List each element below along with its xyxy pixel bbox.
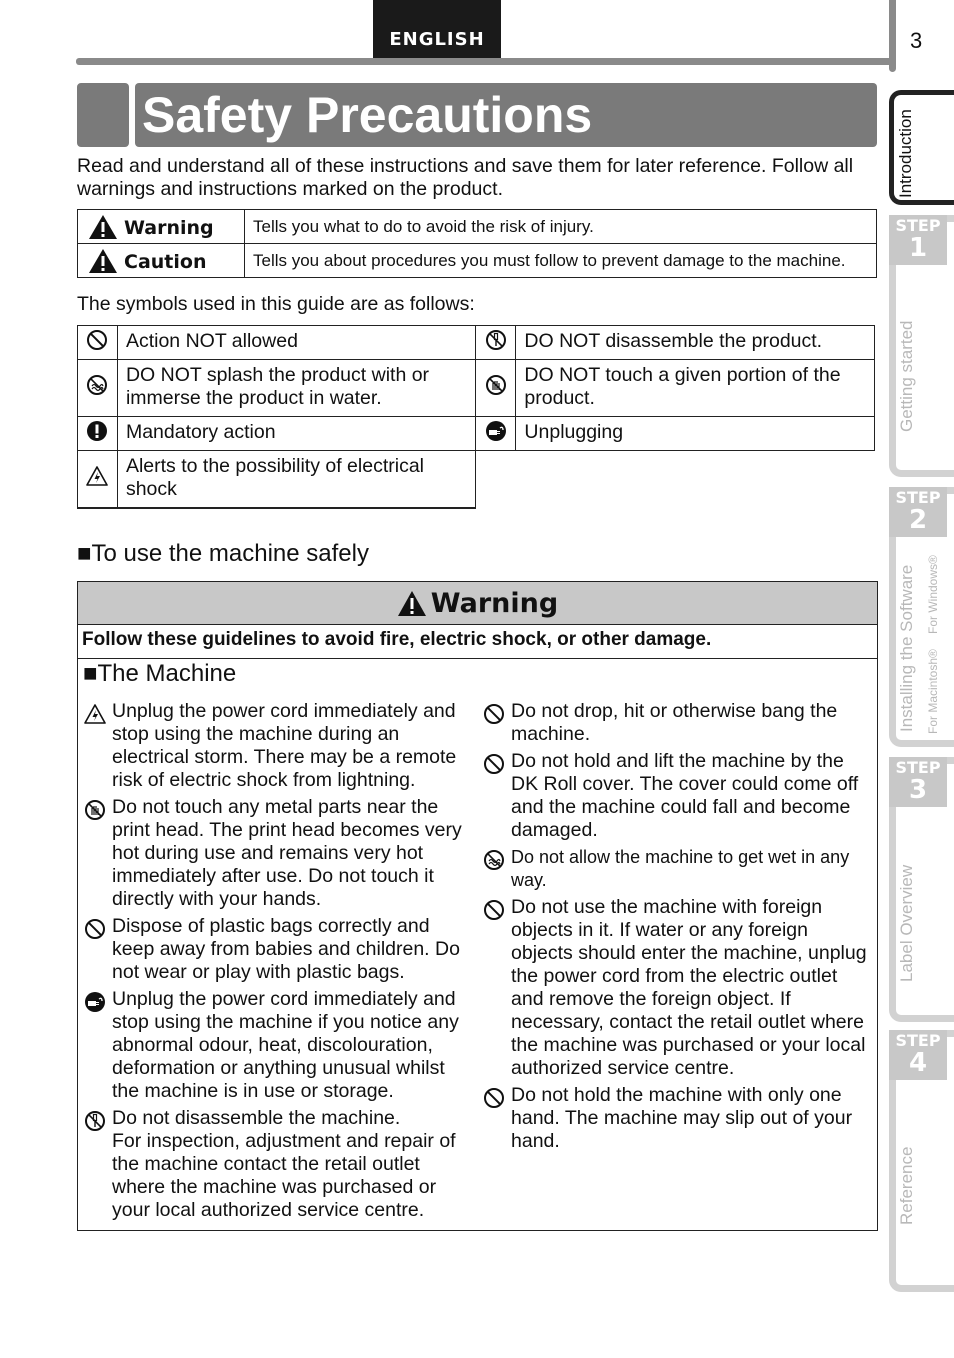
legend-description: Tells you about procedures you must follow to prevent damage to the machine. bbox=[245, 244, 877, 278]
safety-item bbox=[84, 796, 472, 911]
step-badge: STEP 2 bbox=[889, 487, 947, 537]
safety-item-icon bbox=[84, 700, 112, 792]
no-disassemble-icon bbox=[84, 1110, 106, 1132]
safety-item bbox=[84, 700, 472, 792]
legend-label: Caution bbox=[124, 250, 207, 273]
warning-box-subtitle: Follow these guidelines to avoid fire, electric shock, or other damage. bbox=[78, 625, 877, 659]
unplug-icon-cell bbox=[476, 417, 516, 451]
left-column bbox=[84, 700, 472, 1226]
symbol-description: Action NOT allowed bbox=[117, 326, 476, 360]
legend-label-cell bbox=[78, 210, 245, 244]
side-tab-label: Label Overview bbox=[897, 864, 916, 982]
safety-item-text: Do not use the machine with foreign objects in it. If water or any foreign objects should enter the machine, unplug the power cord from the electric outlet and remove the foreign object. If necessary, contact the retail outlet where the machine was purchased or your local authorized service centre. bbox=[511, 896, 867, 1079]
legend-label-cell bbox=[78, 244, 245, 278]
page-number: 3 bbox=[910, 28, 923, 53]
safety-item-text: Do not touch any metal parts near the print head. The print head becomes very hot during use and remains very hot immediately after use. Do not touch it directly with your hands. bbox=[112, 796, 462, 910]
mandatory-icon-cell bbox=[78, 417, 118, 451]
safety-item bbox=[483, 846, 873, 892]
safety-item-icon bbox=[84, 1107, 112, 1222]
safety-item bbox=[483, 750, 873, 842]
machine-heading: ■The Machine bbox=[83, 660, 237, 687]
symbols-row bbox=[78, 451, 875, 509]
no-disassemble-icon bbox=[485, 329, 507, 351]
safety-item-icon bbox=[84, 796, 112, 911]
symbols-row bbox=[78, 360, 875, 417]
warning-triangle-icon bbox=[88, 248, 118, 274]
safety-item-text: Do not hold and lift the machine by the DK Roll cover. The cover could come off and the machine could fall and become damaged. bbox=[511, 750, 859, 841]
prohibited-icon bbox=[483, 753, 505, 775]
no-splash-icon bbox=[483, 849, 505, 871]
warning-box bbox=[77, 581, 878, 1231]
symbol-description: Unplugging bbox=[516, 417, 875, 451]
legend-row-warning bbox=[78, 210, 877, 244]
title-marker bbox=[77, 83, 129, 147]
safety-item bbox=[483, 700, 873, 746]
side-tab-sublabel: For Macintosh® bbox=[926, 649, 940, 734]
prohibited-icon-cell bbox=[78, 326, 118, 360]
warning-caution-legend bbox=[77, 209, 877, 278]
safety-item-text: Do not allow the machine to get wet in any way. bbox=[511, 847, 850, 890]
prohibited-icon bbox=[483, 1087, 505, 1109]
safety-item-text: Do not drop, hit or otherwise bang the machine. bbox=[511, 700, 838, 745]
safety-item bbox=[483, 1084, 873, 1153]
legend-label: Warning bbox=[124, 216, 214, 239]
warning-triangle-icon bbox=[397, 590, 427, 617]
electric-shock-icon-cell bbox=[78, 451, 118, 509]
side-tab-step-2[interactable] bbox=[889, 487, 954, 747]
symbol-description: DO NOT splash the product with or immerse the product in water. bbox=[117, 360, 476, 417]
symbol-description: Mandatory action bbox=[117, 417, 476, 451]
page-title: Safety Precautions bbox=[135, 83, 877, 147]
side-tab-label: Getting started bbox=[897, 320, 916, 432]
safety-item-icon bbox=[84, 915, 112, 984]
header-rule bbox=[76, 58, 896, 65]
side-tab-label: Installing the Software bbox=[897, 564, 916, 732]
safety-item-icon bbox=[483, 1084, 511, 1153]
no-splash-icon bbox=[86, 374, 108, 396]
section-heading: ■To use the machine safely bbox=[77, 540, 369, 567]
prohibited-icon bbox=[86, 329, 108, 351]
symbol-description: DO NOT touch a given portion of the product. bbox=[516, 360, 875, 417]
side-tab-label: Reference bbox=[897, 1146, 916, 1225]
symbols-row bbox=[78, 417, 875, 451]
symbol-description: DO NOT disassemble the product. bbox=[516, 326, 875, 360]
safety-item-icon bbox=[483, 700, 511, 746]
symbol-description: Alerts to the possibility of electrical shock bbox=[117, 451, 476, 509]
intro-text: Read and understand all of these instructions and save them for later reference. Follow all warnings and instructions marked on the product. bbox=[77, 155, 854, 200]
prohibited-icon bbox=[483, 899, 505, 921]
safety-item-text: Unplug the power cord immediately and stop using the machine if you notice any abnormal odour, heat, discolouration, deformation or anything unusual whilst the machine is in use or storage. bbox=[112, 988, 459, 1102]
language-tab: ENGLISH bbox=[373, 0, 501, 58]
safety-item bbox=[84, 1107, 472, 1222]
step-badge: STEP 3 bbox=[889, 757, 947, 807]
mandatory-icon bbox=[86, 420, 108, 442]
side-tab-step-3[interactable] bbox=[889, 757, 954, 1022]
safety-item bbox=[84, 915, 472, 984]
safety-item-icon bbox=[483, 750, 511, 842]
unplug-icon bbox=[84, 991, 106, 1013]
side-tab-sublabel: For Windows® bbox=[926, 555, 940, 634]
no-splash-icon-cell bbox=[78, 360, 118, 417]
symbols-table bbox=[77, 325, 875, 509]
warning-box-title: Warning bbox=[430, 587, 559, 619]
symbols-row bbox=[78, 326, 875, 360]
unplug-icon bbox=[485, 420, 507, 442]
no-disassemble-icon-cell bbox=[476, 326, 516, 360]
safety-item-text: Unplug the power cord immediately and stop using the machine during an electrical storm. There may be a remote risk of electric shock from lightning. bbox=[112, 700, 457, 791]
safety-item-icon bbox=[84, 988, 112, 1103]
legend-description: Tells you what to do to avoid the risk of injury. bbox=[245, 210, 877, 244]
safety-item-icon bbox=[483, 846, 511, 892]
legend-row-caution bbox=[78, 244, 877, 278]
side-tab-label: Introduction bbox=[896, 109, 915, 198]
no-touch-icon bbox=[84, 799, 106, 821]
electric-shock-icon bbox=[86, 465, 108, 487]
prohibited-icon bbox=[483, 703, 505, 725]
safety-item-text: Dispose of plastic bags correctly and keep away from babies and children. Do not wear or play with plastic bags. bbox=[112, 915, 460, 983]
safety-item bbox=[84, 988, 472, 1103]
prohibited-icon bbox=[84, 918, 106, 940]
no-touch-icon-cell bbox=[476, 360, 516, 417]
side-tab-introduction[interactable] bbox=[889, 90, 954, 205]
safety-item-text: Do not hold the machine with only one hand. The machine may slip out of your hand. bbox=[511, 1084, 853, 1152]
step-badge: STEP 4 bbox=[889, 1030, 947, 1080]
symbols-intro: The symbols used in this guide are as follows: bbox=[77, 293, 475, 315]
safety-item-text: Do not disassemble the machine. For inspection, adjustment and repair of the machine contact the retail outlet where the machine was purchased or your local authorized service centre. bbox=[112, 1107, 456, 1221]
warning-triangle-icon bbox=[88, 214, 118, 240]
side-tab-step-1[interactable] bbox=[889, 215, 954, 477]
right-column bbox=[483, 700, 873, 1157]
safety-item-icon bbox=[483, 896, 511, 1080]
step-badge: STEP 1 bbox=[889, 215, 947, 265]
safety-item bbox=[483, 896, 873, 1080]
header-vertical-rule bbox=[889, 0, 896, 72]
no-touch-icon bbox=[485, 374, 507, 396]
side-tab-step-4[interactable] bbox=[889, 1030, 954, 1292]
warning-box-header bbox=[78, 582, 877, 625]
electric-shock-icon bbox=[84, 703, 106, 725]
